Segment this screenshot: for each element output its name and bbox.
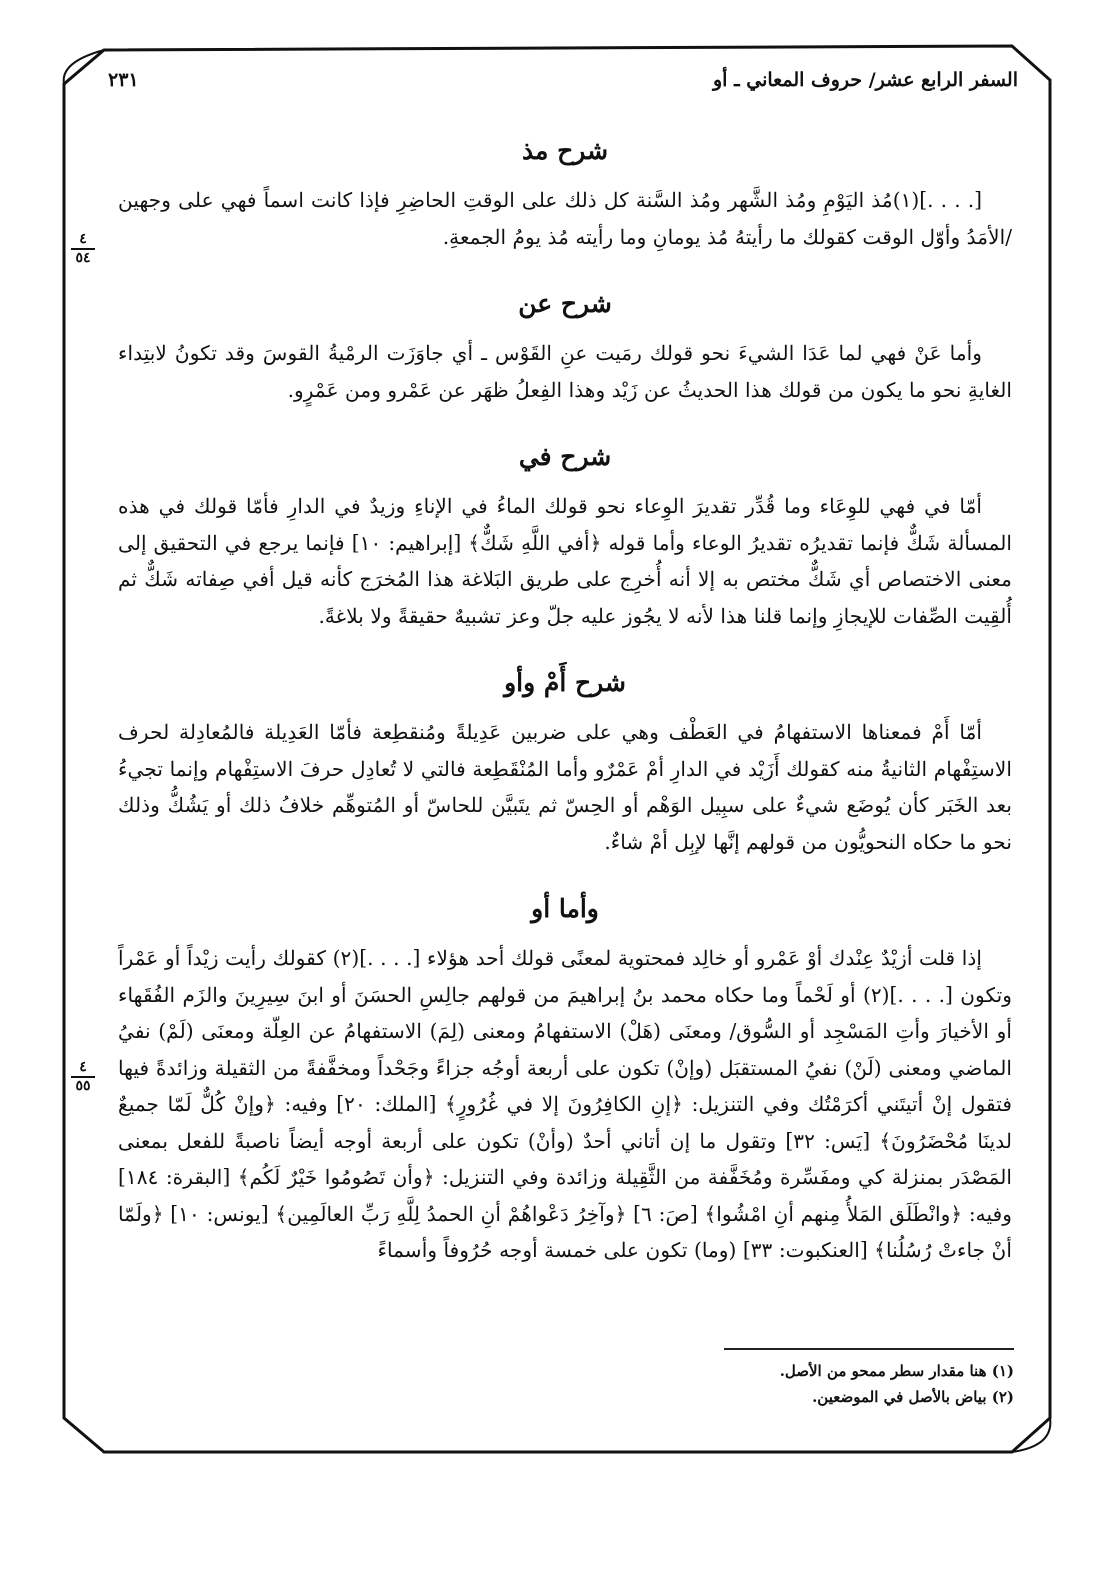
section-wa-amma-aw [118,886,1012,1269]
footnote-2: (٢) بياض بالأصل في الموضعين. [812,1388,1014,1406]
margin-marker [66,232,100,266]
section-am-wa-aw [118,660,1012,860]
marker-numerator: ٤ [79,1059,87,1075]
page-number: ٢٣١ [108,69,139,91]
section-title: شرح مذ [521,136,609,165]
section-title: شرح في [518,442,612,471]
section-paragraph: وأما عَنْ فهي لما عَدَا الشيءَ نحو قولك رمَيت عنِ القَوْس ـ أي جاوَزَت الرمْيةُ القوسَ وقد تكونُ لابتِداء الغايةِ نحو ما يكون من قولك هذا الحديثُ عن زَيْد وهذا الفِعلُ ظهَر عن عَمْرو ومن عَمْرٍو. [118,341,1012,402]
corner-top-left [64,50,104,84]
running-header [108,62,1018,98]
section-fi [118,434,1012,634]
section-paragraph: أمّا أَمْ فمعناها الاستفهامُ في العَطْف وهي على ضربين عَدِيلةً ومُنقطِعة فأمّا العَدِيلة فالمُعادِلة لحرف الاستِفْهام الثانيةُ منه كقولك أَزَيْد في الدارِ أمْ عَمْرٌو وأما المُنْقَطِعة فالتي لا تُعادِل حرفَ الاستِفْهام وإنما تجيءُ بعد الخَبَر كأن يُوضَع شيءٌ على سبِيل الوَهْم أو الحِسّ ثم يتَبيَّن للحاسّ أو المُتوهِّم خلافُ ذلك أو يَشُكُّ وذلك نحو ما حكاه النحويُّون من قولهم إنَّها لإبِل أمْ شاءٌ. [118,720,1012,854]
corner-bottom-right [1012,1418,1050,1452]
section-paragraph: أمّا في فهي للوِعَاء وما قُدِّر تقديرَ الوِعاء نحو قولك الماءُ في الإناءِ وزيدٌ في الدارِ فأمّا قولك في هذه المسألة شَكٌّ فإنما تقديرُه تقديرُ الوعاء وأما قوله ﴿أفي اللَّهِ شَكٌّ﴾ [إبراهيم: ١٠] فإنما يرجع في التحقيق إلى معنى الاختصاص أي شَكٌّ مختص به إلا أنه أُخرِج على طريق البَلاغة هذا المُخرَج كأنه قيل أفي صِفاته شَكٌّ ثم أُلقِيت الصِّفات للإيجازِ وإنما قلنا هذا لأنه لا يجُوز عليه جلّ وعز تشبيهٌ حقيقةً ولا بلاغةً. [118,494,1012,628]
footnotes [600,1348,1014,1410]
section-paragraph: [. . . .](١)مُذ اليَوْمِ ومُذ الشَّهر ومُذ السَّنة كل ذلك على الوقتِ الحاضِرِ فإذا كانت اسماً فهي على وجهين /الأمَدُ وأوّل الوقت كقولك ما رأيتهُ مُذ يومانِ وما رأيته مُذ يومُ الجمعةِ. [118,188,1012,249]
section-title: وأما أو [531,894,599,923]
footnote-rule [724,1348,1014,1350]
marker-numerator: ٤ [79,231,87,247]
margin-marker [66,1060,100,1094]
section-paragraph: إذا قلت أزيْدٌ عِنْدك أوْ عَمْرو أو خالِد فمحتوية لمعنًى قولك أحد هؤلاء [. . . .](٢) كقولك رأيت زيْداً أو عَمْراً وتكون [. . . .](٢) أو لَحْماً وما حكاه محمد بنُ إبراهيمَ من قولهم جالِسِ الحسَنَ أو ابنَ سِيرِينَ والزَم الفُقَهاء أو الأخيارَ وأتِ المَسْجِد أو السُّوق/ ومعنَى (هَلْ) الاستفهامُ ومعنى (لِمَ) الاستفهامُ عن العِلّة ومعنَى (لَمْ) نفيُ الماضي ومعنى (لَنْ) نفيُ المستقبَل (وإنْ) تكون على أربعة أوجُه جزاءً وجَحْداً ومخفَّفةً من الثقيلة وزائدةً فيها فتقول إنْ أتيتَني أكرَمْتُك وفي التنزيل: ﴿إنِ الكافِرُونَ إلا في غُرُورٍ﴾ [الملك: ٢٠] وفيه: ﴿وإنْ كُلٌّ لَمّا جميعٌ لدينَا مُحْضَرُونَ﴾ [يَس: ٣٢] وتقول ما إن أتاني أحدٌ (وأنْ) تكون على أربعة أوجه أيضاً ناصبةً للفعل بمعنى المَصْدَر بمنزلة كي ومفَسِّرة ومُخَفَّفة من الثَّقِيلة وزائدة وفي التنزيل: ﴿وأن تَصُومُوا خَيْرٌ لَكُم﴾ [البقرة: ١٨٤] وفيه: ﴿وانْطَلَق المَلأُ مِنهم أنِ امْشُوا﴾ [صَ: ٦] ﴿وآخِرُ دَعْواهُمْ أنِ الحمدُ لِلَّهِ رَبِّ العالَمِين﴾ [يونس: ١٠] ﴿ولَمّا أنْ جاءتْ رُسُلُنا﴾ [العنكبوت: ٣٣] (وما) تكون على خمسة أوجه حُرُوفاً وأسماءً [118,946,1013,1262]
section-title: شرح أَمْ وأو [504,668,626,697]
running-title: السفر الرابع عشر/ حروف المعاني ـ أو [713,69,1018,91]
section-mudh [118,128,1012,255]
page-body [118,128,1012,1269]
footnote-1: (١) هنا مقدار سطر ممحو من الأصل. [779,1362,1014,1380]
marker-denominator: ٥٤ [75,250,91,266]
section-an [118,281,1012,408]
marker-denominator: ٥٥ [75,1078,91,1094]
section-title: شرح عن [518,289,612,318]
